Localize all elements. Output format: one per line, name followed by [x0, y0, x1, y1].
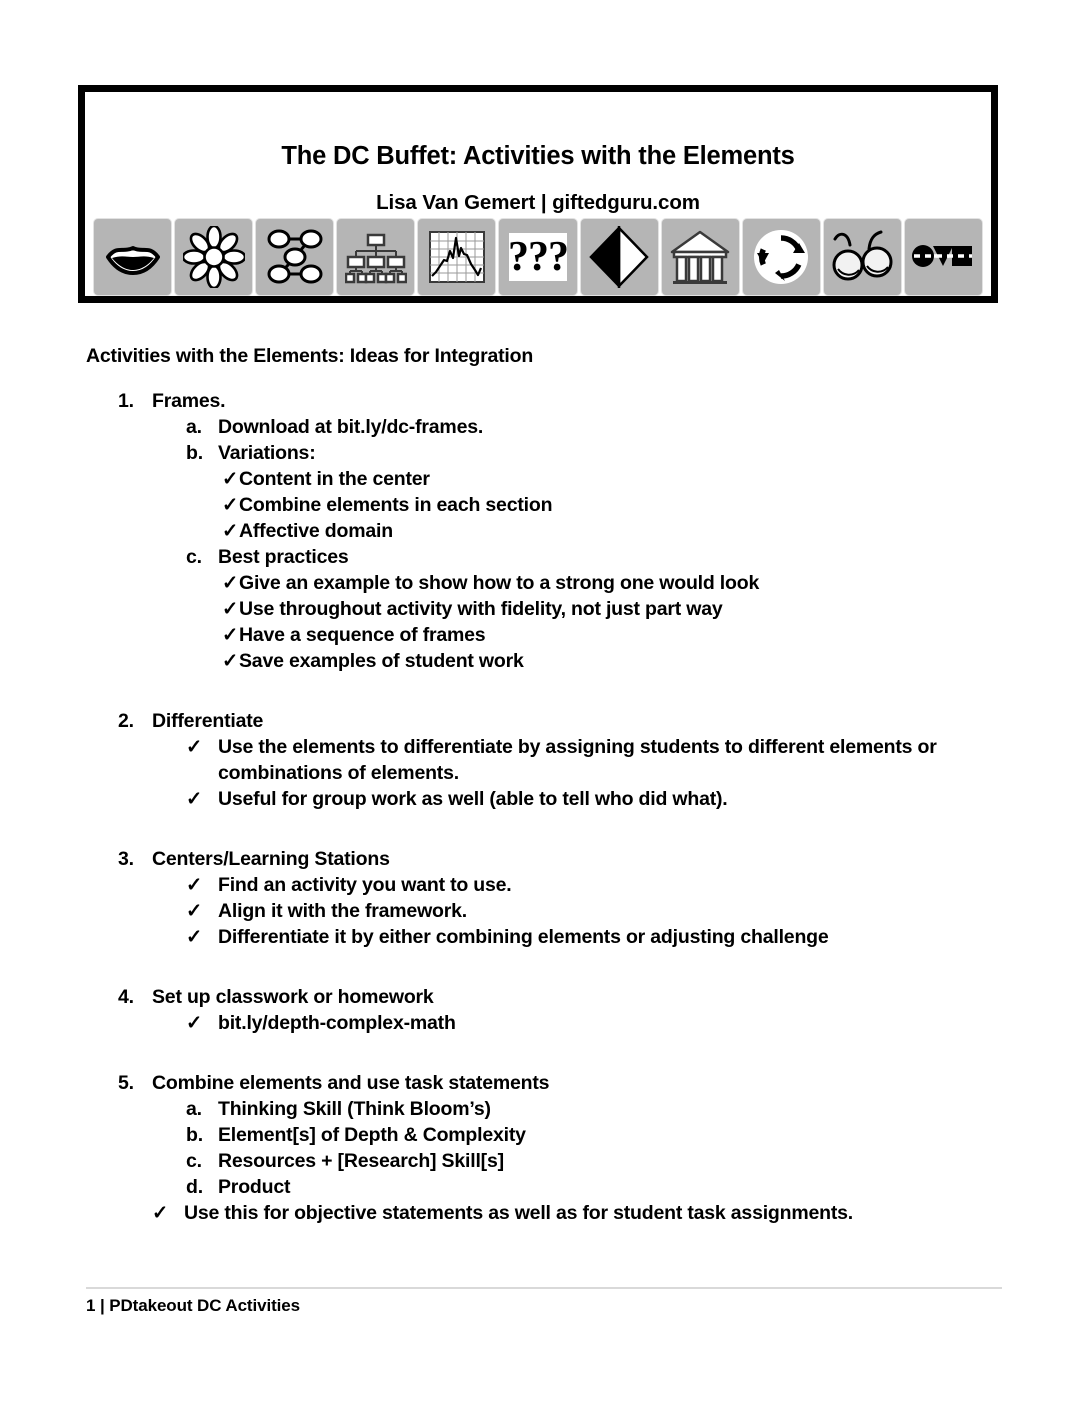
check-item: [222, 596, 1088, 622]
check-icon: ✓: [186, 1012, 203, 1034]
flower-icon: [174, 218, 253, 296]
list-marker: b.: [186, 442, 203, 464]
check-text: bit.ly/depth-complex-math: [218, 1012, 456, 1034]
list-marker: b.: [186, 1124, 203, 1146]
list-item-1b: [0, 440, 1088, 466]
list-marker: 2.: [118, 710, 134, 732]
check-text: Find an activity you want to use.: [218, 874, 512, 896]
check-text: Useful for group work as well (able to tell who did what).: [218, 788, 728, 810]
list-item-5b: [0, 1122, 1088, 1148]
check-item: [0, 872, 1088, 898]
check-icon: ✓: [186, 788, 203, 810]
check-text: Use the elements to differentiate by assigning students to different elements or combinations of elements.: [218, 736, 937, 784]
list-item-1a: [0, 414, 1088, 440]
check-icon: ✓: [222, 650, 239, 672]
check-text: Give an example to show how to a strong one would look: [239, 572, 760, 594]
check-item: [0, 1200, 1088, 1226]
check-text: Use throughout activity with fidelity, not just part way: [239, 598, 723, 620]
page-subtitle: Lisa Van Gemert | giftedguru.com: [376, 191, 700, 214]
check-icon: ✓: [152, 1202, 169, 1224]
list-text: Product: [218, 1176, 291, 1198]
circular-arrows-icon: [742, 218, 821, 296]
half-shaded-diamond-icon: [580, 218, 659, 296]
check-icon: ✓: [222, 624, 239, 646]
list-item-5: [0, 1070, 1088, 1096]
temple-icon: [661, 218, 740, 296]
spacer: [0, 674, 1088, 708]
list-item-2: [0, 708, 1088, 734]
activities-list: [0, 388, 1088, 1226]
list-text: Frames.: [152, 390, 226, 412]
check-item: [222, 622, 1088, 648]
list-item-5c: [0, 1148, 1088, 1174]
spacer: [0, 812, 1088, 846]
org-chart-icon: [336, 218, 415, 296]
check-icon: ✓: [222, 598, 239, 620]
check-icon: ✓: [222, 520, 239, 542]
check-icon: ✓: [186, 874, 203, 896]
check-text: Combine elements in each section: [239, 494, 553, 516]
check-item: [222, 466, 1088, 492]
check-item: [0, 1010, 1088, 1036]
svg-text:???: ???: [508, 234, 569, 280]
section-heading: Activities with the Elements: Ideas for Integration: [86, 345, 534, 367]
list-item-5a: [0, 1096, 1088, 1122]
question-marks-icon: [498, 218, 577, 296]
list-marker: a.: [186, 416, 202, 438]
list-marker: c.: [186, 1150, 202, 1172]
line-graph-icon: [417, 218, 496, 296]
list-marker: 4.: [118, 986, 134, 1008]
check-item: [0, 924, 1088, 950]
list-item-1c: [0, 544, 1088, 570]
footer-page-label: 1 | PDtakeout DC Activities: [86, 1296, 300, 1315]
list-marker: 5.: [118, 1072, 134, 1094]
connected-circles-icon: [255, 218, 334, 296]
check-icon: ✓: [222, 468, 239, 490]
check-text: Affective domain: [239, 520, 393, 542]
check-item: [0, 786, 1088, 812]
check-icon: ✓: [222, 494, 239, 516]
list-text: Set up classwork or homework: [152, 986, 434, 1008]
check-text: Have a sequence of frames: [239, 624, 486, 646]
header-banner: [78, 85, 998, 303]
check-text: Differentiate it by either combining elements or adjusting challenge: [218, 926, 829, 948]
shapes-connected-icon: [904, 218, 983, 296]
list-text: Element[s] of Depth & Complexity: [218, 1124, 526, 1146]
list-text: Resources + [Research] Skill[s]: [218, 1150, 504, 1172]
depth-complexity-icon-strip: [93, 218, 983, 296]
eyeglasses-icon: [823, 218, 902, 296]
spacer: [0, 1036, 1088, 1070]
footer-divider: [86, 1287, 1002, 1289]
list-text: Download at bit.ly/dc-frames.: [218, 416, 484, 438]
check-item: [0, 898, 1088, 924]
check-item: [222, 492, 1088, 518]
list-item-3: [0, 846, 1088, 872]
list-marker: 3.: [118, 848, 134, 870]
list-text: Best practices: [218, 546, 349, 568]
list-text: Differentiate: [152, 710, 264, 732]
check-text: Save examples of student work: [239, 650, 524, 672]
list-text: Thinking Skill (Think Bloom’s): [218, 1098, 491, 1120]
lips-icon: [93, 218, 172, 296]
check-text: Align it with the framework.: [218, 900, 468, 922]
check-item: [0, 734, 1088, 786]
check-icon: ✓: [186, 736, 203, 758]
list-item-4: [0, 984, 1088, 1010]
check-icon: ✓: [222, 572, 239, 594]
list-marker: 1.: [118, 390, 134, 412]
list-marker: a.: [186, 1098, 202, 1120]
list-text: Centers/Learning Stations: [152, 848, 390, 870]
check-text: Use this for objective statements as well as for student task assignments.: [184, 1202, 854, 1224]
check-icon: ✓: [186, 900, 203, 922]
list-text: Variations:: [218, 442, 316, 464]
spacer: [0, 950, 1088, 984]
list-item-5d: [0, 1174, 1088, 1200]
check-icon: ✓: [186, 926, 203, 948]
check-item: [222, 518, 1088, 544]
page-title: The DC Buffet: Activities with the Elements: [281, 142, 795, 170]
list-marker: c.: [186, 546, 202, 568]
list-text: Combine elements and use task statements: [152, 1072, 550, 1094]
list-marker: d.: [186, 1176, 203, 1198]
check-item: [222, 648, 1088, 674]
check-item: [222, 570, 1088, 596]
check-text: Content in the center: [239, 468, 430, 490]
list-item-1: [0, 388, 1088, 414]
